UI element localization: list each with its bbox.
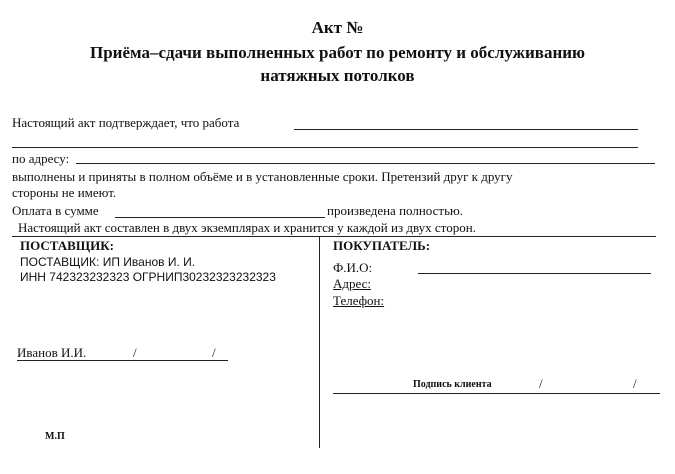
buyer-phone-label: Телефон: xyxy=(333,293,385,308)
completed-text-2: стороны не имеют. xyxy=(12,185,117,200)
table-divider xyxy=(319,236,320,448)
address-label: по адресу: xyxy=(12,151,70,166)
completed-text: выполнены и приняты в полном объёме и в установленные сроки. Претензий друг к другу xyxy=(12,169,513,184)
address-fill-line xyxy=(76,163,655,164)
buyer-signature-line xyxy=(333,393,660,394)
buyer-signature-label: Подпись клиента xyxy=(413,379,492,390)
supplier-heading: ПОСТАВЩИК: xyxy=(20,238,114,253)
work-fill-line-2 xyxy=(12,147,638,148)
supplier-slash-close: / xyxy=(212,345,216,360)
supplier-slash-open: / xyxy=(133,345,137,360)
document-subtitle-2: натяжных потолков xyxy=(260,66,415,85)
buyer-fio-line xyxy=(418,273,651,274)
payment-tail: произведена полностью. xyxy=(327,203,463,218)
copies-text: Настоящий акт составлен в двух экземплярах и хранится у каждой из двух сторон. xyxy=(18,220,476,235)
buyer-fio-label: Ф.И.О: xyxy=(333,260,373,275)
buyer-slash-close: / xyxy=(633,376,637,391)
table-top-line xyxy=(12,236,656,237)
document-title: Акт № xyxy=(311,18,364,37)
supplier-requisites: ИНН 742323232323 ОГРНИП30232323232323 xyxy=(20,270,276,284)
document-subtitle: Приёма–сдачи выполненных работ по ремонту и обслуживанию xyxy=(89,43,586,62)
work-fill-line xyxy=(294,129,638,130)
payment-fill-line xyxy=(115,217,325,218)
supplier-signature-name: Иванов И.И. xyxy=(17,345,87,360)
buyer-address-label: Адрес: xyxy=(333,276,371,291)
stamp-label: М.П xyxy=(45,431,65,442)
payment-label: Оплата в сумме xyxy=(12,203,99,218)
supplier-name: ПОСТАВЩИК: ИП Иванов И. И. xyxy=(20,255,196,269)
supplier-signature-line xyxy=(17,360,228,361)
intro-text: Настоящий акт подтверждает, что работа xyxy=(12,115,240,130)
buyer-heading: ПОКУПАТЕЛЬ: xyxy=(333,238,431,253)
buyer-slash-open: / xyxy=(539,376,543,391)
